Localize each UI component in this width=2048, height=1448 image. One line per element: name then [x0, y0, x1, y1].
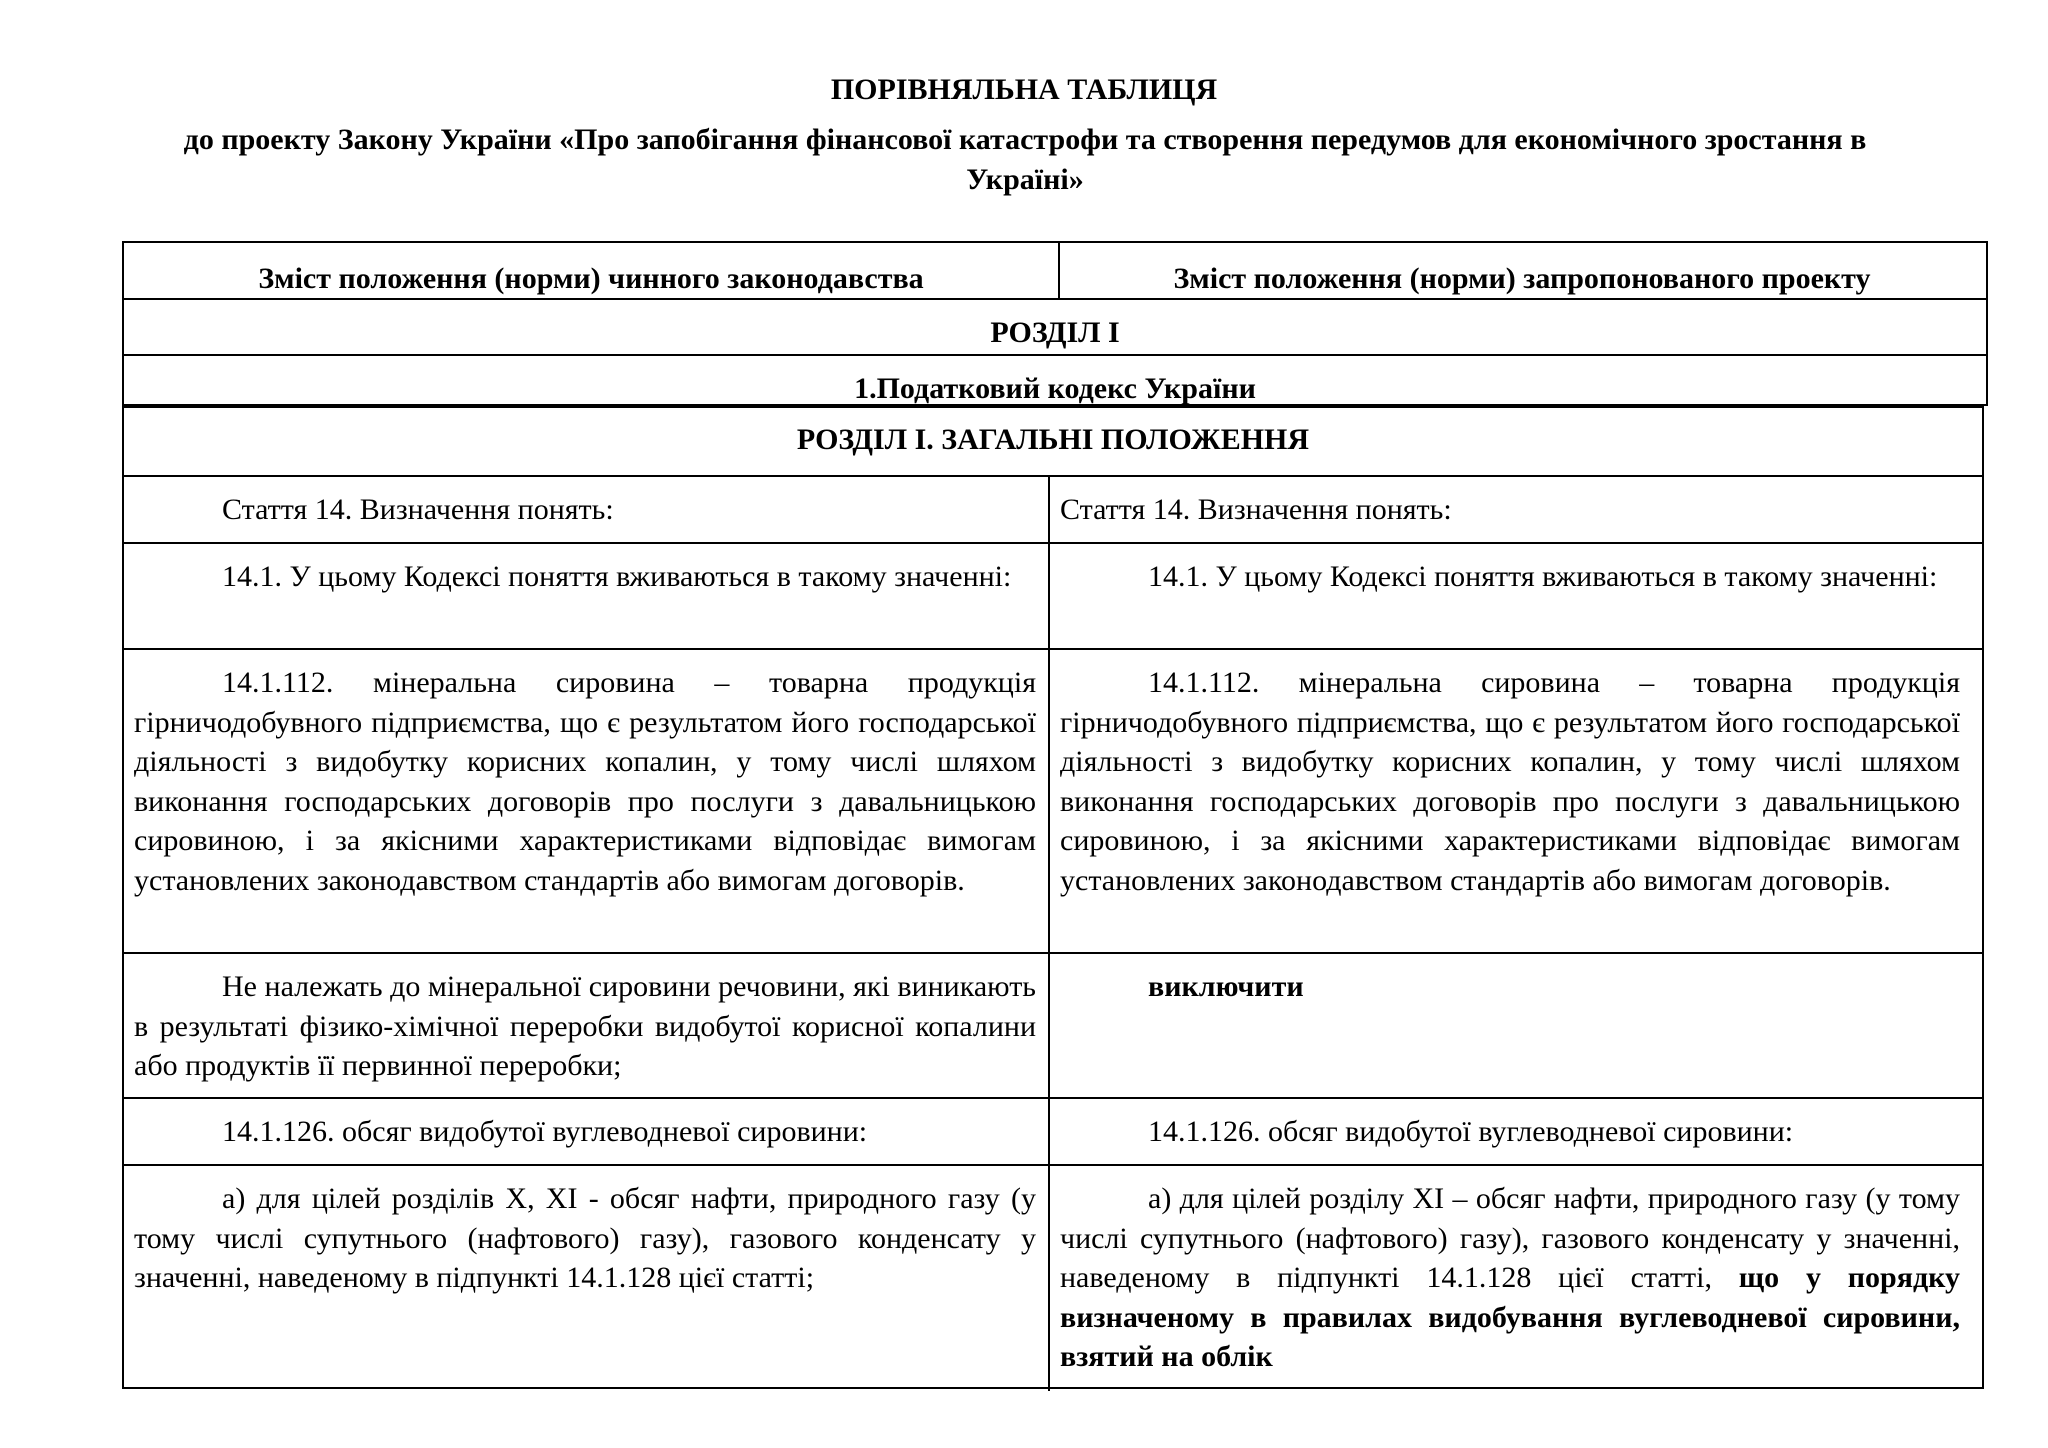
row-divider: [124, 1164, 1982, 1166]
row-divider: [124, 542, 1982, 544]
table-cell-current: 14.1.112. мінеральна сировина – товарна продукція гірничодобувного підприємства, що є результатом його господарської діяльності з видобутку корисних копалин, у тому числі шляхом виконання господарських договорів про послуги з давальницькою сировиною, і за якісними характеристиками відповідає вимогам установлених законодавством стандартів або вимогам договорів.: [134, 666, 1036, 897]
header-proposed-project: Зміст положення (норми) запропонованого проекту: [1173, 262, 1871, 295]
header-current-law: Зміст положення (норми) чинного законодавства: [258, 262, 924, 295]
table-cell-current: Не належать до мінеральної сировини речовини, які виникають в результаті фізико-хімічної переробки видобутої корисної копалини або продуктів її первинної переробки;: [134, 970, 1036, 1082]
row-divider: [124, 475, 1982, 477]
proposed-text: а) для цілей розділу XI – обсяг нафти, природного газу (у тому числі супутнього (нафтового) газу), газового конденсату у значенні, наведеному в підпункті 14.1.128 цієї статті,: [1060, 1182, 1960, 1294]
row-divider: [124, 648, 1982, 650]
section-title: РОЗДІЛ І: [990, 316, 1120, 349]
table-cell-proposed: Стаття 14. Визначення понять:: [1060, 493, 1452, 526]
table-cell-proposed: 14.1.112. мінеральна сировина – товарна продукція гірничодобувного підприємства, що є результатом його господарської діяльності з видобутку корисних копалин, у тому числі шляхом виконання господарських договорів про послуги з давальницькою сировиною, і за якісними характеристиками відповідає вимогам установлених законодавством стандартів або вимогам договорів.: [1060, 666, 1960, 897]
code-title: 1.Податковий кодекс України: [854, 372, 1256, 405]
row-divider: [124, 1097, 1982, 1099]
row-divider: [124, 952, 1982, 954]
subsection-title: РОЗДІЛ І. ЗАГАЛЬНІ ПОЛОЖЕННЯ: [796, 423, 1310, 456]
table-cell-current: а) для цілей розділів X, XI - обсяг нафти, природного газу (у тому числі супутнього (нафтового) газу), газового конденсату у значенні, наведеному в підпункті 14.1.128 цієї статті;: [134, 1182, 1036, 1294]
document-subtitle: до проекту Закону України «Про запобігання фінансової катастрофи та створення передумов для економічного зростання в Україні»: [183, 123, 1867, 196]
section-row-divider: [124, 354, 1986, 356]
proposed-bold-text: що у порядку визначеному в правилах видобування вуглеводневої сировини, взятий на облік: [1060, 1261, 1960, 1373]
column-divider: [1048, 475, 1050, 1391]
document-title: ПОРІВНЯЛЬНА ТАБЛИЦЯ: [830, 73, 1218, 106]
comparison-table: [122, 406, 1984, 1389]
table-cell-proposed: 14.1.126. обсяг видобутої вуглеводневої сировини:: [1148, 1115, 1794, 1148]
table-cell-current: 14.1.126. обсяг видобутої вуглеводневої сировини:: [222, 1115, 868, 1148]
table-cell-proposed: [1060, 1179, 1960, 1377]
header-table: [122, 241, 1988, 406]
table-cell-proposed: 14.1. У цьому Кодексі поняття вживаються в такому значенні:: [1148, 560, 1938, 593]
table-cell-proposed: виключити: [1148, 970, 1304, 1003]
table-cell-current: 14.1. У цьому Кодексі поняття вживаються в такому значенні:: [222, 560, 1012, 593]
table-cell-current: Стаття 14. Визначення понять:: [222, 493, 614, 526]
